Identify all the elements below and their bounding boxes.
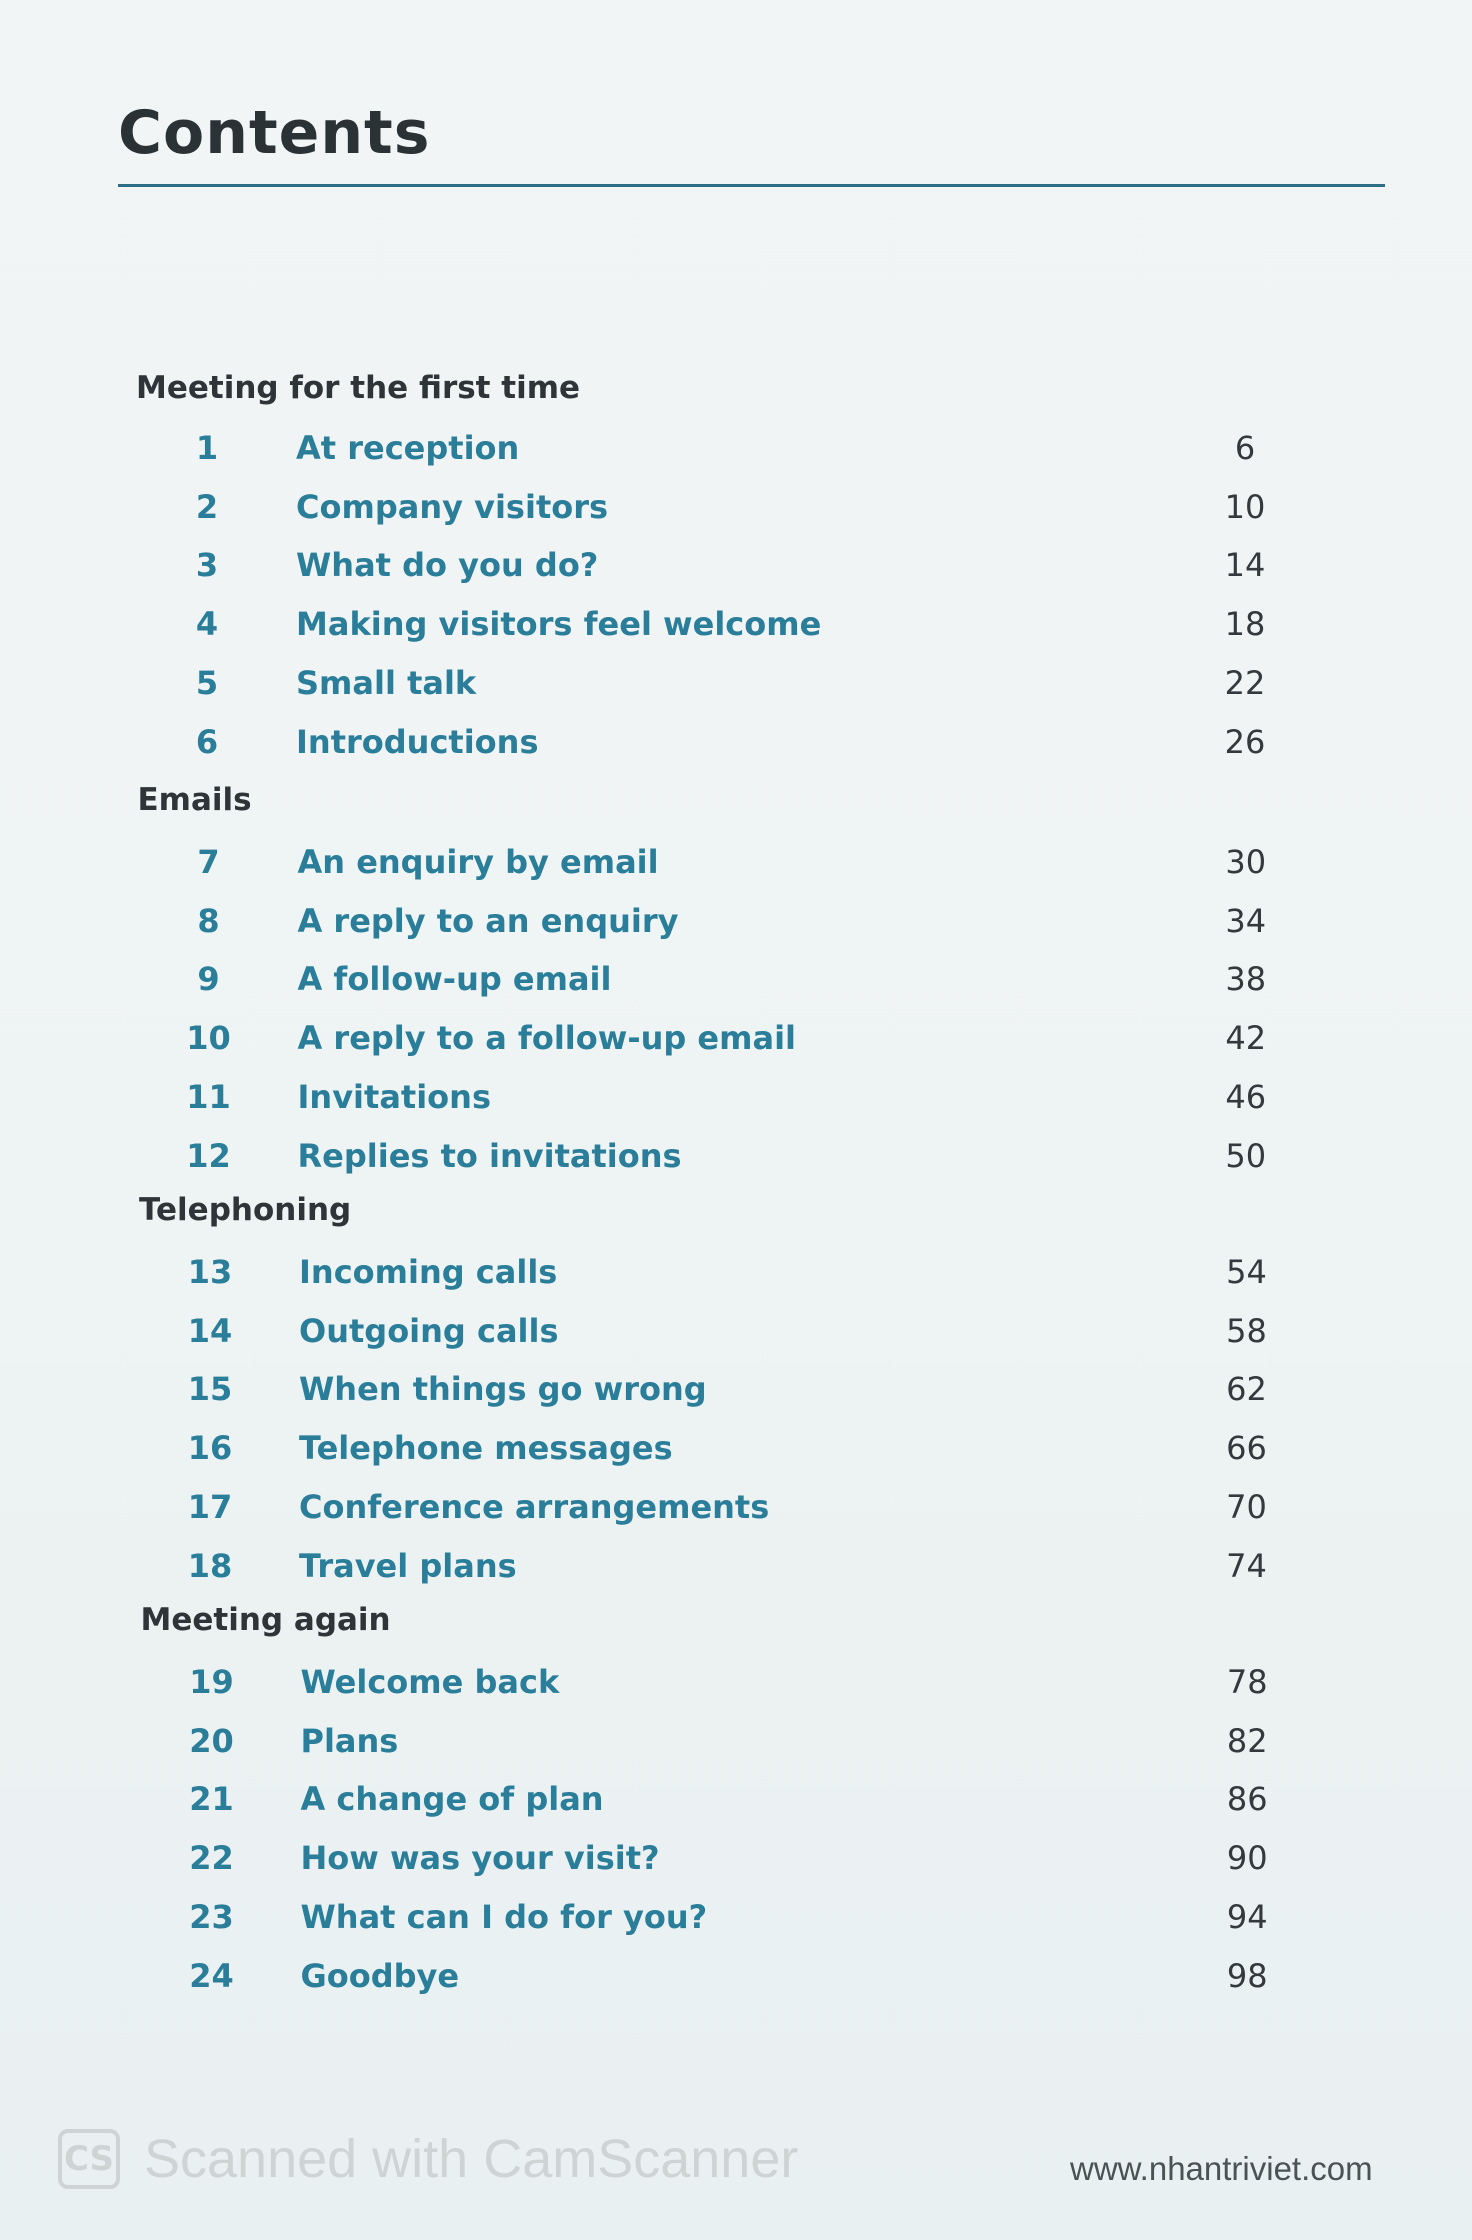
unit-number: 8 [197, 901, 220, 940]
unit-title: Plans [300, 1721, 399, 1760]
section-heading: Telephoning [139, 1192, 352, 1228]
page-number: 62 [1226, 1370, 1267, 1409]
watermark-text: Scanned with CamScanner [144, 2129, 799, 2189]
toc-entry[interactable] [0, 1660, 1472, 1704]
toc-entry[interactable] [0, 1954, 1472, 1998]
page-number: 74 [1226, 1546, 1267, 1585]
page-number: 90 [1226, 1839, 1268, 1878]
page-number: 34 [1225, 901, 1267, 940]
page-number: 42 [1225, 1019, 1267, 1058]
unit-number: 3 [195, 546, 219, 585]
unit-number: 6 [195, 722, 219, 761]
unit-number: 15 [187, 1370, 233, 1409]
unit-number: 11 [186, 1077, 231, 1116]
toc-entry[interactable] [0, 1895, 1472, 1939]
unit-title: An enquiry by email [297, 843, 659, 881]
unit-number: 23 [189, 1897, 234, 1936]
toc-entry[interactable] [0, 1836, 1472, 1880]
toc-entry[interactable] [0, 1485, 1472, 1529]
toc-entry[interactable] [0, 543, 1472, 587]
toc-entry[interactable] [0, 957, 1472, 1001]
page-number: 22 [1224, 663, 1266, 702]
page-number: 94 [1226, 1897, 1268, 1936]
unit-number: 22 [189, 1839, 234, 1878]
page-number: 98 [1226, 1956, 1268, 1995]
page-number: 26 [1224, 722, 1266, 761]
page-number: 66 [1226, 1429, 1267, 1468]
page-number: 6 [1234, 429, 1256, 467]
camscanner-logo-icon: CS [58, 2129, 120, 2189]
unit-number: 1 [195, 429, 219, 467]
unit-title: Invitations [297, 1077, 491, 1116]
unit-title: Company visitors [296, 487, 609, 526]
unit-title: Outgoing calls [299, 1311, 559, 1350]
toc-entry[interactable] [0, 1544, 1472, 1588]
toc-entry[interactable] [0, 1719, 1472, 1763]
unit-title: When things go wrong [299, 1370, 707, 1409]
section-heading: Meeting again [140, 1602, 391, 1638]
unit-number: 10 [186, 1019, 231, 1058]
page-number: 38 [1225, 960, 1267, 999]
toc-entry[interactable] [0, 1016, 1472, 1060]
unit-title: A follow-up email [297, 960, 612, 999]
unit-title: Incoming calls [299, 1253, 558, 1291]
toc-entry[interactable] [0, 840, 1472, 884]
unit-title: Telephone messages [299, 1429, 673, 1468]
unit-number: 9 [197, 960, 220, 999]
unit-title: Making visitors feel welcome [296, 605, 822, 644]
unit-title: A reply to an enquiry [297, 901, 679, 940]
page-number: 58 [1226, 1311, 1267, 1350]
toc-entry[interactable] [0, 1777, 1472, 1821]
unit-number: 20 [189, 1721, 234, 1760]
toc-entry[interactable] [0, 1075, 1472, 1119]
unit-title: A change of plan [300, 1780, 604, 1819]
toc-entry[interactable] [0, 1250, 1472, 1294]
unit-title: What can I do for you? [300, 1897, 708, 1936]
unit-title: At reception [296, 429, 520, 467]
unit-title: Welcome back [300, 1663, 560, 1701]
unit-title: Conference arrangements [299, 1487, 770, 1526]
unit-number: 16 [187, 1429, 233, 1468]
page-number: 70 [1226, 1487, 1267, 1526]
unit-number: 13 [187, 1253, 233, 1291]
page-number: 30 [1225, 843, 1267, 881]
unit-number: 14 [187, 1311, 233, 1350]
toc-entry[interactable] [0, 661, 1472, 705]
page-number: 86 [1226, 1780, 1268, 1819]
page-number: 14 [1224, 546, 1266, 585]
camscanner-watermark [58, 2124, 798, 2194]
unit-title: A reply to a follow-up email [297, 1019, 796, 1058]
toc-entry[interactable] [0, 899, 1472, 943]
page-title: Contents [118, 98, 431, 168]
unit-title: What do you do? [296, 546, 599, 585]
unit-title: Goodbye [300, 1956, 460, 1995]
unit-title: Travel plans [299, 1546, 517, 1585]
unit-number: 19 [189, 1663, 234, 1701]
toc-entry[interactable] [0, 1426, 1472, 1470]
page-number: 46 [1225, 1077, 1267, 1116]
unit-number: 12 [186, 1136, 231, 1175]
unit-number: 21 [189, 1780, 234, 1819]
unit-number: 18 [187, 1546, 233, 1585]
unit-number: 17 [187, 1487, 233, 1526]
toc-entry[interactable] [0, 485, 1472, 529]
unit-title: Introductions [296, 722, 539, 761]
unit-number: 24 [189, 1956, 234, 1995]
unit-number: 2 [195, 487, 219, 526]
unit-title: How was your visit? [300, 1839, 660, 1878]
toc-entry[interactable] [0, 720, 1472, 764]
unit-number: 4 [195, 605, 219, 644]
toc-entry[interactable] [0, 1309, 1472, 1353]
footer-url: www.nhantriviet.com [1070, 2150, 1373, 2187]
section-heading: Meeting for the first time [136, 370, 581, 406]
page-number: 18 [1224, 605, 1266, 644]
unit-number: 7 [197, 843, 220, 881]
unit-title: Small talk [296, 663, 477, 702]
toc-entry[interactable] [0, 1367, 1472, 1411]
page-number: 78 [1226, 1663, 1268, 1701]
page-number: 50 [1225, 1136, 1267, 1175]
toc-entry[interactable] [0, 1134, 1472, 1178]
toc-entry[interactable] [0, 426, 1472, 470]
unit-number: 5 [195, 663, 219, 702]
unit-title: Replies to invitations [297, 1136, 682, 1175]
section-heading: Emails [137, 782, 252, 818]
page-number: 10 [1224, 487, 1266, 526]
page-number: 54 [1226, 1253, 1267, 1291]
page-number: 82 [1226, 1721, 1268, 1760]
toc-entry[interactable] [0, 602, 1472, 646]
